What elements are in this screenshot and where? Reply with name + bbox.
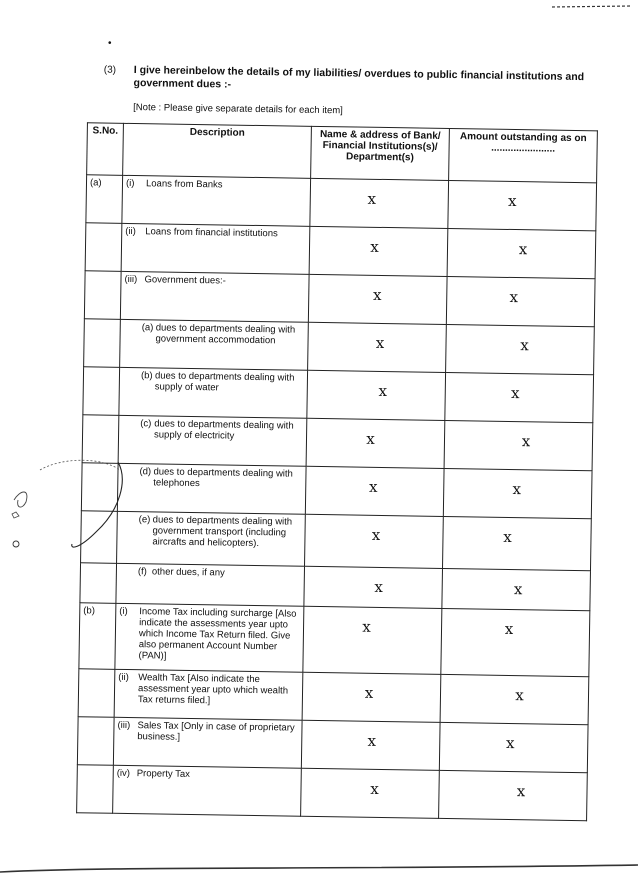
cross-mark: x bbox=[364, 683, 374, 702]
row-amount-cell bbox=[442, 516, 591, 570]
header-description: Description bbox=[123, 123, 312, 178]
cross-mark: x bbox=[371, 525, 381, 544]
row-sno bbox=[84, 271, 121, 320]
row-subsub-letter: (a) bbox=[141, 322, 154, 334]
row-description-cell bbox=[121, 223, 310, 274]
row-description: Loans from financial institutions bbox=[145, 226, 278, 240]
cross-mark: x bbox=[370, 237, 379, 256]
row-description-cell bbox=[113, 765, 302, 816]
row-name-address-cell bbox=[304, 566, 443, 608]
cross-mark: x bbox=[503, 527, 512, 547]
row-sno: (b) bbox=[79, 603, 116, 670]
liabilities-table bbox=[76, 122, 598, 821]
row-description: Property Tax bbox=[136, 768, 190, 780]
signature-scribble bbox=[0, 440, 140, 580]
row-description-wrap bbox=[123, 322, 304, 347]
row-name-address-cell bbox=[307, 370, 446, 420]
row-description-cell bbox=[114, 669, 303, 720]
intro-text: I give hereinbelow the details of my liabilities/ overdues to public financial institutions and government dues :- bbox=[133, 64, 585, 91]
cross-mark: x bbox=[367, 731, 377, 750]
row-description-cell bbox=[117, 463, 306, 514]
row-description: dues to departments dealing with government transport (including aircrafts and helicopters). bbox=[152, 514, 293, 550]
header-amount: Amount outstanding as on ....................... bbox=[449, 128, 598, 182]
table-row bbox=[79, 603, 590, 677]
row-description: Income Tax including surcharge [Also indicate the assessments year upto which Income Tax Return filed. Give also permanent Account Number (PAN)] bbox=[138, 606, 297, 662]
row-subsub-letter: (c) bbox=[140, 418, 152, 430]
row-amount-cell bbox=[447, 228, 596, 278]
row-amount-cell bbox=[439, 770, 588, 820]
row-description-cell bbox=[120, 271, 309, 322]
row-description-cell bbox=[113, 717, 302, 768]
row-description-wrap bbox=[122, 418, 303, 443]
cross-mark: x bbox=[515, 686, 524, 705]
row-subsub-letter: (e) bbox=[138, 514, 151, 526]
cross-mark: x bbox=[368, 477, 378, 496]
row-description-cell bbox=[118, 415, 307, 466]
row-sno bbox=[77, 765, 114, 814]
row-amount-cell bbox=[442, 568, 591, 610]
row-name-address-cell bbox=[303, 606, 442, 674]
row-description-wrap bbox=[118, 672, 299, 708]
row-amount-cell bbox=[448, 180, 597, 230]
row-name-address-cell bbox=[305, 466, 444, 516]
cross-mark: x bbox=[504, 619, 514, 639]
cross-mark: x bbox=[507, 191, 517, 211]
row-description: dues to departments dealing with telephones bbox=[153, 466, 293, 490]
row-description-wrap bbox=[126, 178, 307, 192]
cross-mark: x bbox=[513, 580, 523, 599]
table-row bbox=[83, 367, 594, 423]
cross-mark: x bbox=[370, 779, 379, 798]
table-row bbox=[86, 175, 597, 231]
row-sno bbox=[85, 223, 122, 272]
row-description: dues to departments dealing with government accommodation bbox=[155, 322, 296, 347]
row-amount-cell bbox=[444, 420, 593, 470]
row-name-address-cell bbox=[308, 274, 447, 324]
table-row bbox=[84, 271, 595, 327]
header-name-address: Name & address of Bank/ Financial Institutions(s)/ Department(s) bbox=[311, 126, 450, 180]
table-row bbox=[78, 669, 589, 725]
row-description-cell bbox=[122, 175, 311, 226]
row-sub-number: (iii) bbox=[117, 719, 131, 732]
row-subsub-letter: (f) bbox=[137, 566, 147, 578]
cross-mark: x bbox=[375, 333, 385, 352]
row-amount-cell bbox=[441, 608, 590, 676]
row-sub-number: (ii) bbox=[125, 225, 136, 238]
row-sno: (a) bbox=[86, 175, 123, 224]
cross-mark: x bbox=[512, 480, 522, 499]
row-sno bbox=[78, 669, 115, 718]
row-description-wrap bbox=[119, 606, 301, 664]
row-sno bbox=[84, 319, 121, 368]
row-description-cell bbox=[116, 563, 305, 606]
row-description-cell bbox=[115, 603, 304, 672]
cross-mark: x bbox=[516, 782, 526, 801]
cross-mark: x bbox=[520, 336, 529, 355]
row-name-address-cell bbox=[310, 178, 449, 228]
table-row bbox=[85, 223, 596, 279]
row-name-address-cell bbox=[305, 514, 444, 568]
cross-mark: x bbox=[509, 287, 519, 307]
cross-mark: x bbox=[362, 617, 371, 636]
row-name-address-cell bbox=[308, 322, 447, 372]
row-description: Government dues:- bbox=[144, 274, 226, 287]
row-description: Wealth Tax [Also indicate the assessment year upto which wealth Tax returns filed.] bbox=[137, 672, 289, 707]
cross-mark: x bbox=[518, 240, 528, 259]
row-sub-number: (iv) bbox=[116, 767, 131, 780]
row-sub-number: (iii) bbox=[124, 273, 138, 286]
row-description-cell bbox=[120, 319, 309, 370]
table-row bbox=[81, 511, 592, 571]
item-number: (3) bbox=[103, 64, 117, 76]
row-description-cell bbox=[119, 367, 308, 418]
row-description-cell bbox=[117, 511, 306, 566]
row-sno bbox=[83, 367, 120, 416]
row-amount-cell bbox=[446, 276, 595, 326]
cross-mark: x bbox=[366, 429, 375, 448]
row-description-wrap bbox=[123, 370, 304, 395]
table-row bbox=[77, 717, 588, 773]
table-row bbox=[77, 765, 588, 821]
row-name-address-cell bbox=[302, 672, 441, 722]
note-text: [Note : Please give separate details for each item] bbox=[133, 102, 343, 117]
table-row bbox=[81, 463, 592, 519]
scan-artifact-bottom bbox=[0, 862, 638, 876]
row-name-address-cell bbox=[309, 226, 448, 276]
row-description-wrap bbox=[121, 466, 302, 491]
row-description: dues to departments dealing with supply of electricity bbox=[153, 418, 294, 442]
row-subsub-letter: (b) bbox=[140, 370, 153, 382]
row-description-wrap bbox=[117, 720, 298, 745]
row-amount-cell bbox=[439, 722, 588, 772]
row-name-address-cell bbox=[301, 768, 440, 818]
table-row bbox=[82, 415, 593, 471]
row-description-wrap bbox=[120, 566, 301, 580]
cross-mark: x bbox=[367, 189, 377, 208]
speck-mark: • bbox=[108, 38, 112, 49]
table-row bbox=[84, 319, 595, 375]
cross-mark: x bbox=[505, 733, 515, 753]
row-description: Loans from Banks bbox=[145, 178, 223, 191]
row-amount-cell bbox=[440, 674, 589, 724]
row-amount-cell bbox=[443, 468, 592, 518]
cross-mark: x bbox=[372, 285, 382, 304]
row-description-wrap bbox=[124, 274, 305, 288]
row-subsub-letter: (d) bbox=[139, 466, 152, 478]
cross-mark: x bbox=[510, 383, 520, 403]
row-sub-number: (i) bbox=[119, 605, 128, 618]
header-sno: S.No. bbox=[87, 123, 124, 176]
row-name-address-cell bbox=[306, 418, 445, 468]
row-sub-number: (i) bbox=[125, 177, 135, 190]
row-sub-number: (ii) bbox=[118, 671, 129, 684]
row-description: Sales Tax [Only in case of proprietary business.] bbox=[137, 720, 295, 743]
row-description-wrap bbox=[117, 768, 298, 782]
row-description: dues to departments dealing with supply of water bbox=[154, 370, 295, 394]
row-description-wrap bbox=[120, 514, 301, 550]
row-amount-cell bbox=[446, 324, 595, 374]
row-description: other dues, if any bbox=[151, 566, 225, 579]
row-name-address-cell bbox=[301, 720, 440, 770]
row-description-wrap bbox=[125, 226, 306, 240]
row-amount-cell bbox=[445, 372, 594, 422]
cross-mark: x bbox=[378, 381, 388, 401]
cross-mark: x bbox=[374, 577, 384, 597]
row-sno bbox=[77, 717, 114, 766]
cross-mark: x bbox=[521, 432, 531, 451]
